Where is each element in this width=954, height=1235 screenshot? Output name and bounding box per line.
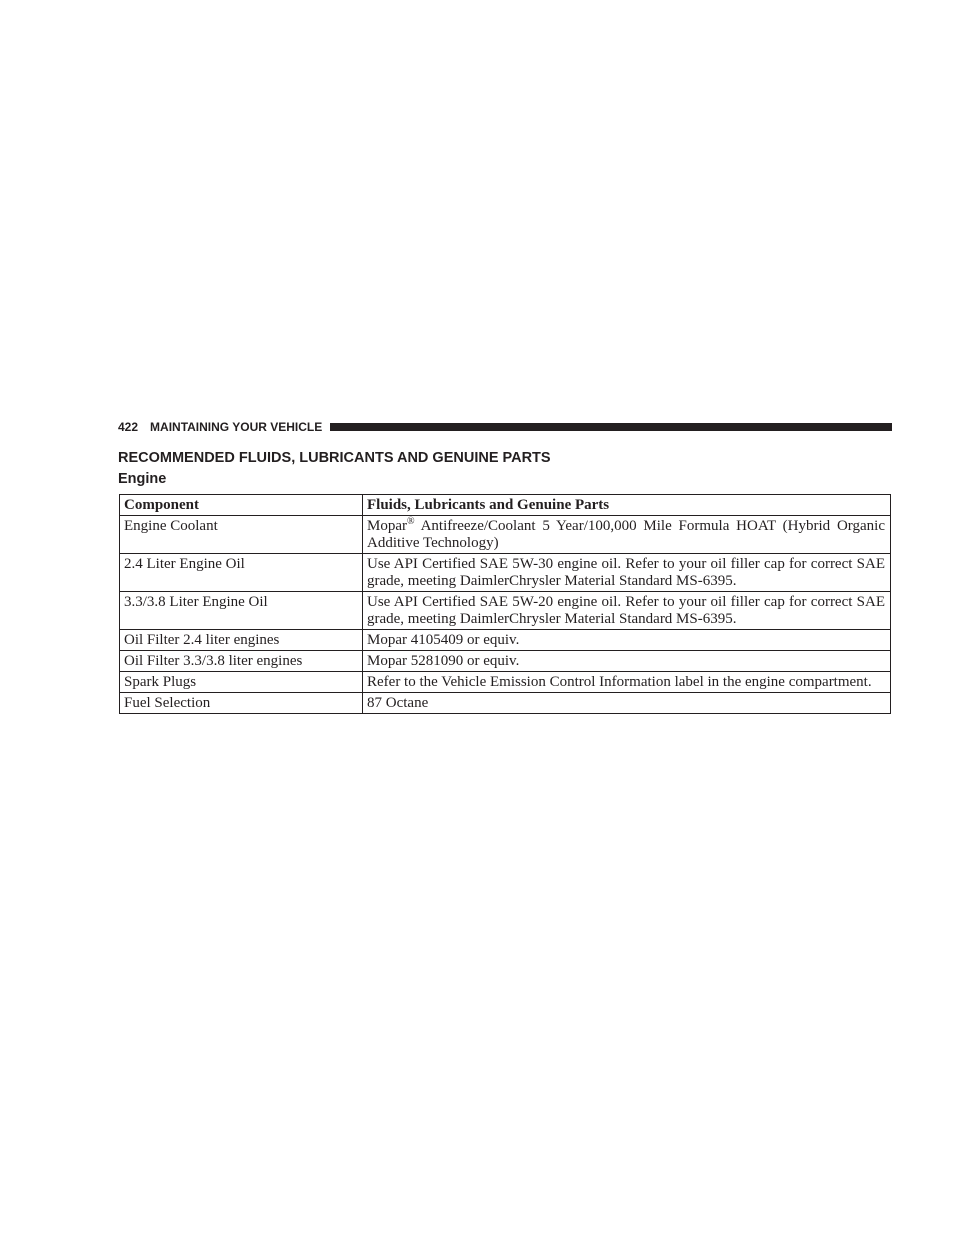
table-row	[120, 516, 891, 554]
component-cell: 3.3/3.8 Liter Engine Oil	[120, 592, 363, 630]
header-rule	[330, 423, 892, 431]
fluid-cell: Mopar 5281090 or equiv.	[363, 651, 891, 672]
brand-name: Mopar	[367, 518, 407, 534]
component-cell: 2.4 Liter Engine Oil	[120, 554, 363, 592]
fluid-cell: Use API Certified SAE 5W-30 engine oil. Refer to your oil filler cap for correct SAE grade, meeting DaimlerChrysler Material Standard MS-6395.	[363, 554, 891, 592]
fluid-cell: Use API Certified SAE 5W-20 engine oil. Refer to your oil filler cap for correct SAE grade, meeting DaimlerChrysler Material Standard MS-6395.	[363, 592, 891, 630]
table-row	[120, 630, 891, 651]
fluids-table	[119, 494, 891, 714]
table-row	[120, 672, 891, 693]
fluid-cell: Refer to the Vehicle Emission Control Information label in the engine compartment.	[363, 672, 891, 693]
table-row	[120, 592, 891, 630]
section-subtitle: Engine	[118, 471, 167, 487]
column-header-fluids: Fluids, Lubricants and Genuine Parts	[363, 495, 891, 516]
section-title: MAINTAINING YOUR VEHICLE	[150, 420, 323, 434]
table-row	[120, 651, 891, 672]
component-cell: Oil Filter 3.3/3.8 liter engines	[120, 651, 363, 672]
column-header-component: Component	[120, 495, 363, 516]
component-cell: Engine Coolant	[120, 516, 363, 554]
table-row	[120, 554, 891, 592]
component-cell: Oil Filter 2.4 liter engines	[120, 630, 363, 651]
component-cell: Spark Plugs	[120, 672, 363, 693]
component-cell: Fuel Selection	[120, 693, 363, 714]
registered-mark: ®	[407, 516, 415, 527]
fluid-cell: Mopar 4105409 or equiv.	[363, 630, 891, 651]
page-title: RECOMMENDED FLUIDS, LUBRICANTS AND GENUINE PARTS	[118, 450, 551, 466]
fluid-cell: 87 Octane	[363, 693, 891, 714]
table-header-row	[120, 495, 891, 516]
table-row	[120, 693, 891, 714]
page-number: 422	[118, 420, 139, 434]
fluid-cell	[363, 516, 891, 554]
page-header	[118, 419, 892, 435]
fluid-text: Antifreeze/Coolant 5 Year/100,000 Mile Formula HOAT (Hybrid Organic Additive Technology)	[367, 518, 885, 551]
